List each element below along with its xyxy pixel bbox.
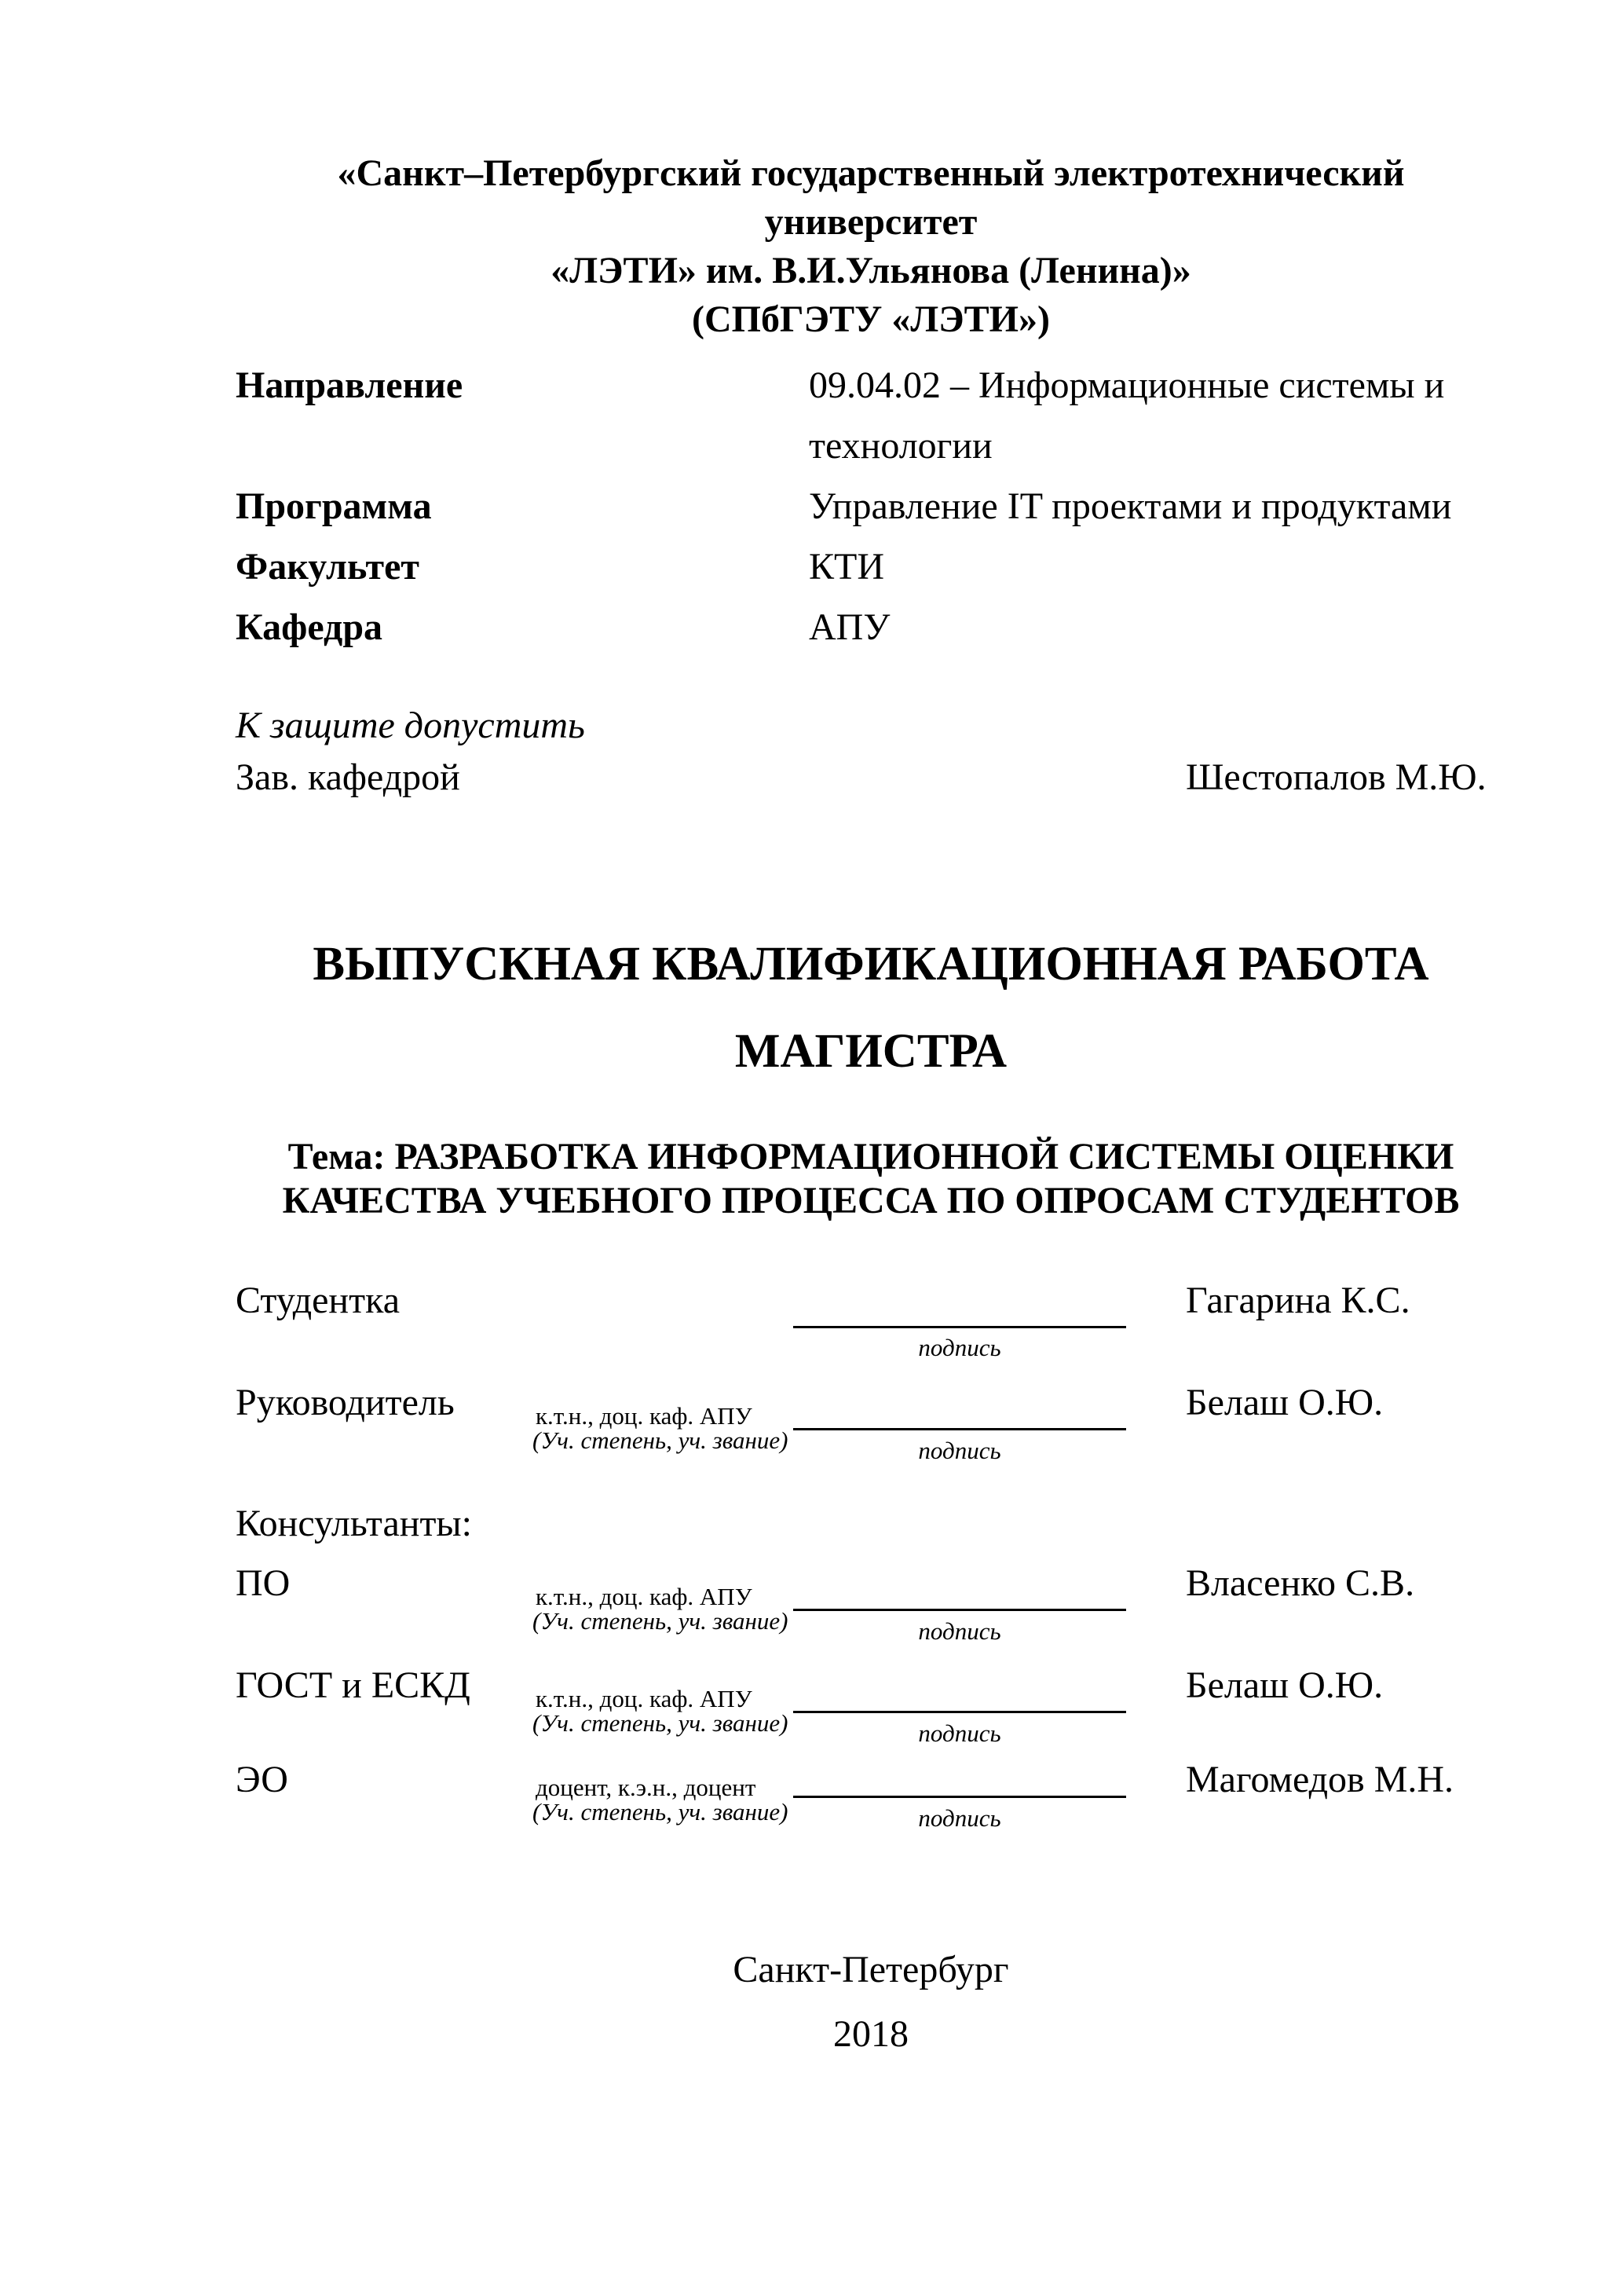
field-value-department: АПУ xyxy=(809,606,891,648)
department-head-label: Зав. кафедрой xyxy=(236,756,460,798)
field-label-faculty: Факультет xyxy=(236,546,419,588)
signature-line-gost xyxy=(793,1711,1126,1713)
qualification-supervisor: к.т.н., доц. каф. АПУ xyxy=(536,1402,752,1430)
signature-caption-gost: подпись xyxy=(918,1719,1001,1747)
admission-note: К защите допустить xyxy=(236,705,585,746)
signature-line-software xyxy=(793,1609,1126,1611)
field-row-program xyxy=(236,476,1506,536)
field-label-program: Программа xyxy=(236,485,432,527)
signature-name-student: Гагарина К.С. xyxy=(1186,1280,1410,1321)
signature-line-student xyxy=(793,1326,1126,1328)
qualification-caption-supervisor: (Уч. степень, уч. звание) xyxy=(532,1426,788,1454)
university-name-line1: «Санкт–Петербургский государственный электротехнический университет xyxy=(337,152,1405,243)
consultants-header: Консультанты: xyxy=(236,1503,473,1544)
signature-caption-economics: подпись xyxy=(918,1804,1001,1832)
signature-role-supervisor: Руководитель xyxy=(236,1382,455,1423)
qualification-caption-gost: (Уч. степень, уч. звание) xyxy=(532,1709,788,1737)
thesis-theme-line1: Тема: РАЗРАБОТКА ИНФОРМАЦИОННОЙ СИСТЕМЫ ОЦЕНКИ xyxy=(287,1136,1454,1177)
university-header xyxy=(236,149,1506,344)
signature-role-software: ПО xyxy=(236,1562,291,1604)
qualification-caption-software: (Уч. степень, уч. звание) xyxy=(532,1607,788,1635)
qualification-economics: доцент, к.э.н., доцент xyxy=(536,1774,756,1801)
signature-line-economics xyxy=(793,1796,1126,1798)
field-value-direction: 09.04.02 – Информационные системы и технологии xyxy=(809,364,1445,467)
signature-name-economics: Магомедов М.Н. xyxy=(1186,1759,1454,1800)
field-row-department xyxy=(236,597,1506,657)
thesis-title-line1: ВЫПУСКНАЯ КВАЛИФИКАЦИОННАЯ РАБОТА xyxy=(313,938,1429,991)
qualification-software: к.т.н., доц. каф. АПУ xyxy=(536,1583,752,1610)
signature-line-supervisor xyxy=(793,1428,1126,1430)
field-row-faculty xyxy=(236,536,1506,597)
field-label-department: Кафедра xyxy=(236,606,383,648)
signature-caption-supervisor: подпись xyxy=(918,1437,1001,1464)
signature-role-economics: ЭО xyxy=(236,1759,288,1800)
field-row-direction xyxy=(236,355,1506,476)
signature-role-gost: ГОСТ и ЕСКД xyxy=(236,1664,470,1706)
footer-city: Санкт-Петербург xyxy=(733,1949,1009,1990)
qualification-caption-economics: (Уч. степень, уч. звание) xyxy=(532,1798,788,1825)
signature-name-gost: Белаш О.Ю. xyxy=(1186,1664,1384,1706)
signature-name-software: Власенко С.В. xyxy=(1186,1562,1415,1604)
department-head-name: Шестопалов М.Ю. xyxy=(1186,756,1487,798)
field-value-program: Управление IT проектами и продуктами xyxy=(809,485,1452,527)
signature-caption-student: подпись xyxy=(918,1334,1001,1361)
field-label-direction: Направление xyxy=(236,364,463,406)
signature-caption-software: подпись xyxy=(918,1617,1001,1645)
footer-year: 2018 xyxy=(833,2013,909,2055)
program-fields xyxy=(236,355,1506,657)
signature-name-supervisor: Белаш О.Ю. xyxy=(1186,1382,1384,1423)
thesis-title-line2: МАГИСТРА xyxy=(734,1025,1008,1078)
signature-role-student: Студентка xyxy=(236,1280,400,1321)
qualification-gost: к.т.н., доц. каф. АПУ xyxy=(536,1685,752,1712)
thesis-theme-line2: КАЧЕСТВА УЧЕБНОГО ПРОЦЕССА ПО ОПРОСАМ СТУДЕНТОВ xyxy=(282,1180,1460,1221)
university-name-line2: «ЛЭТИ» им. В.И.Ульянова (Ленина)» xyxy=(550,250,1191,291)
field-value-faculty: КТИ xyxy=(809,546,884,588)
university-abbreviation: (СПбГЭТУ «ЛЭТИ») xyxy=(692,298,1050,340)
